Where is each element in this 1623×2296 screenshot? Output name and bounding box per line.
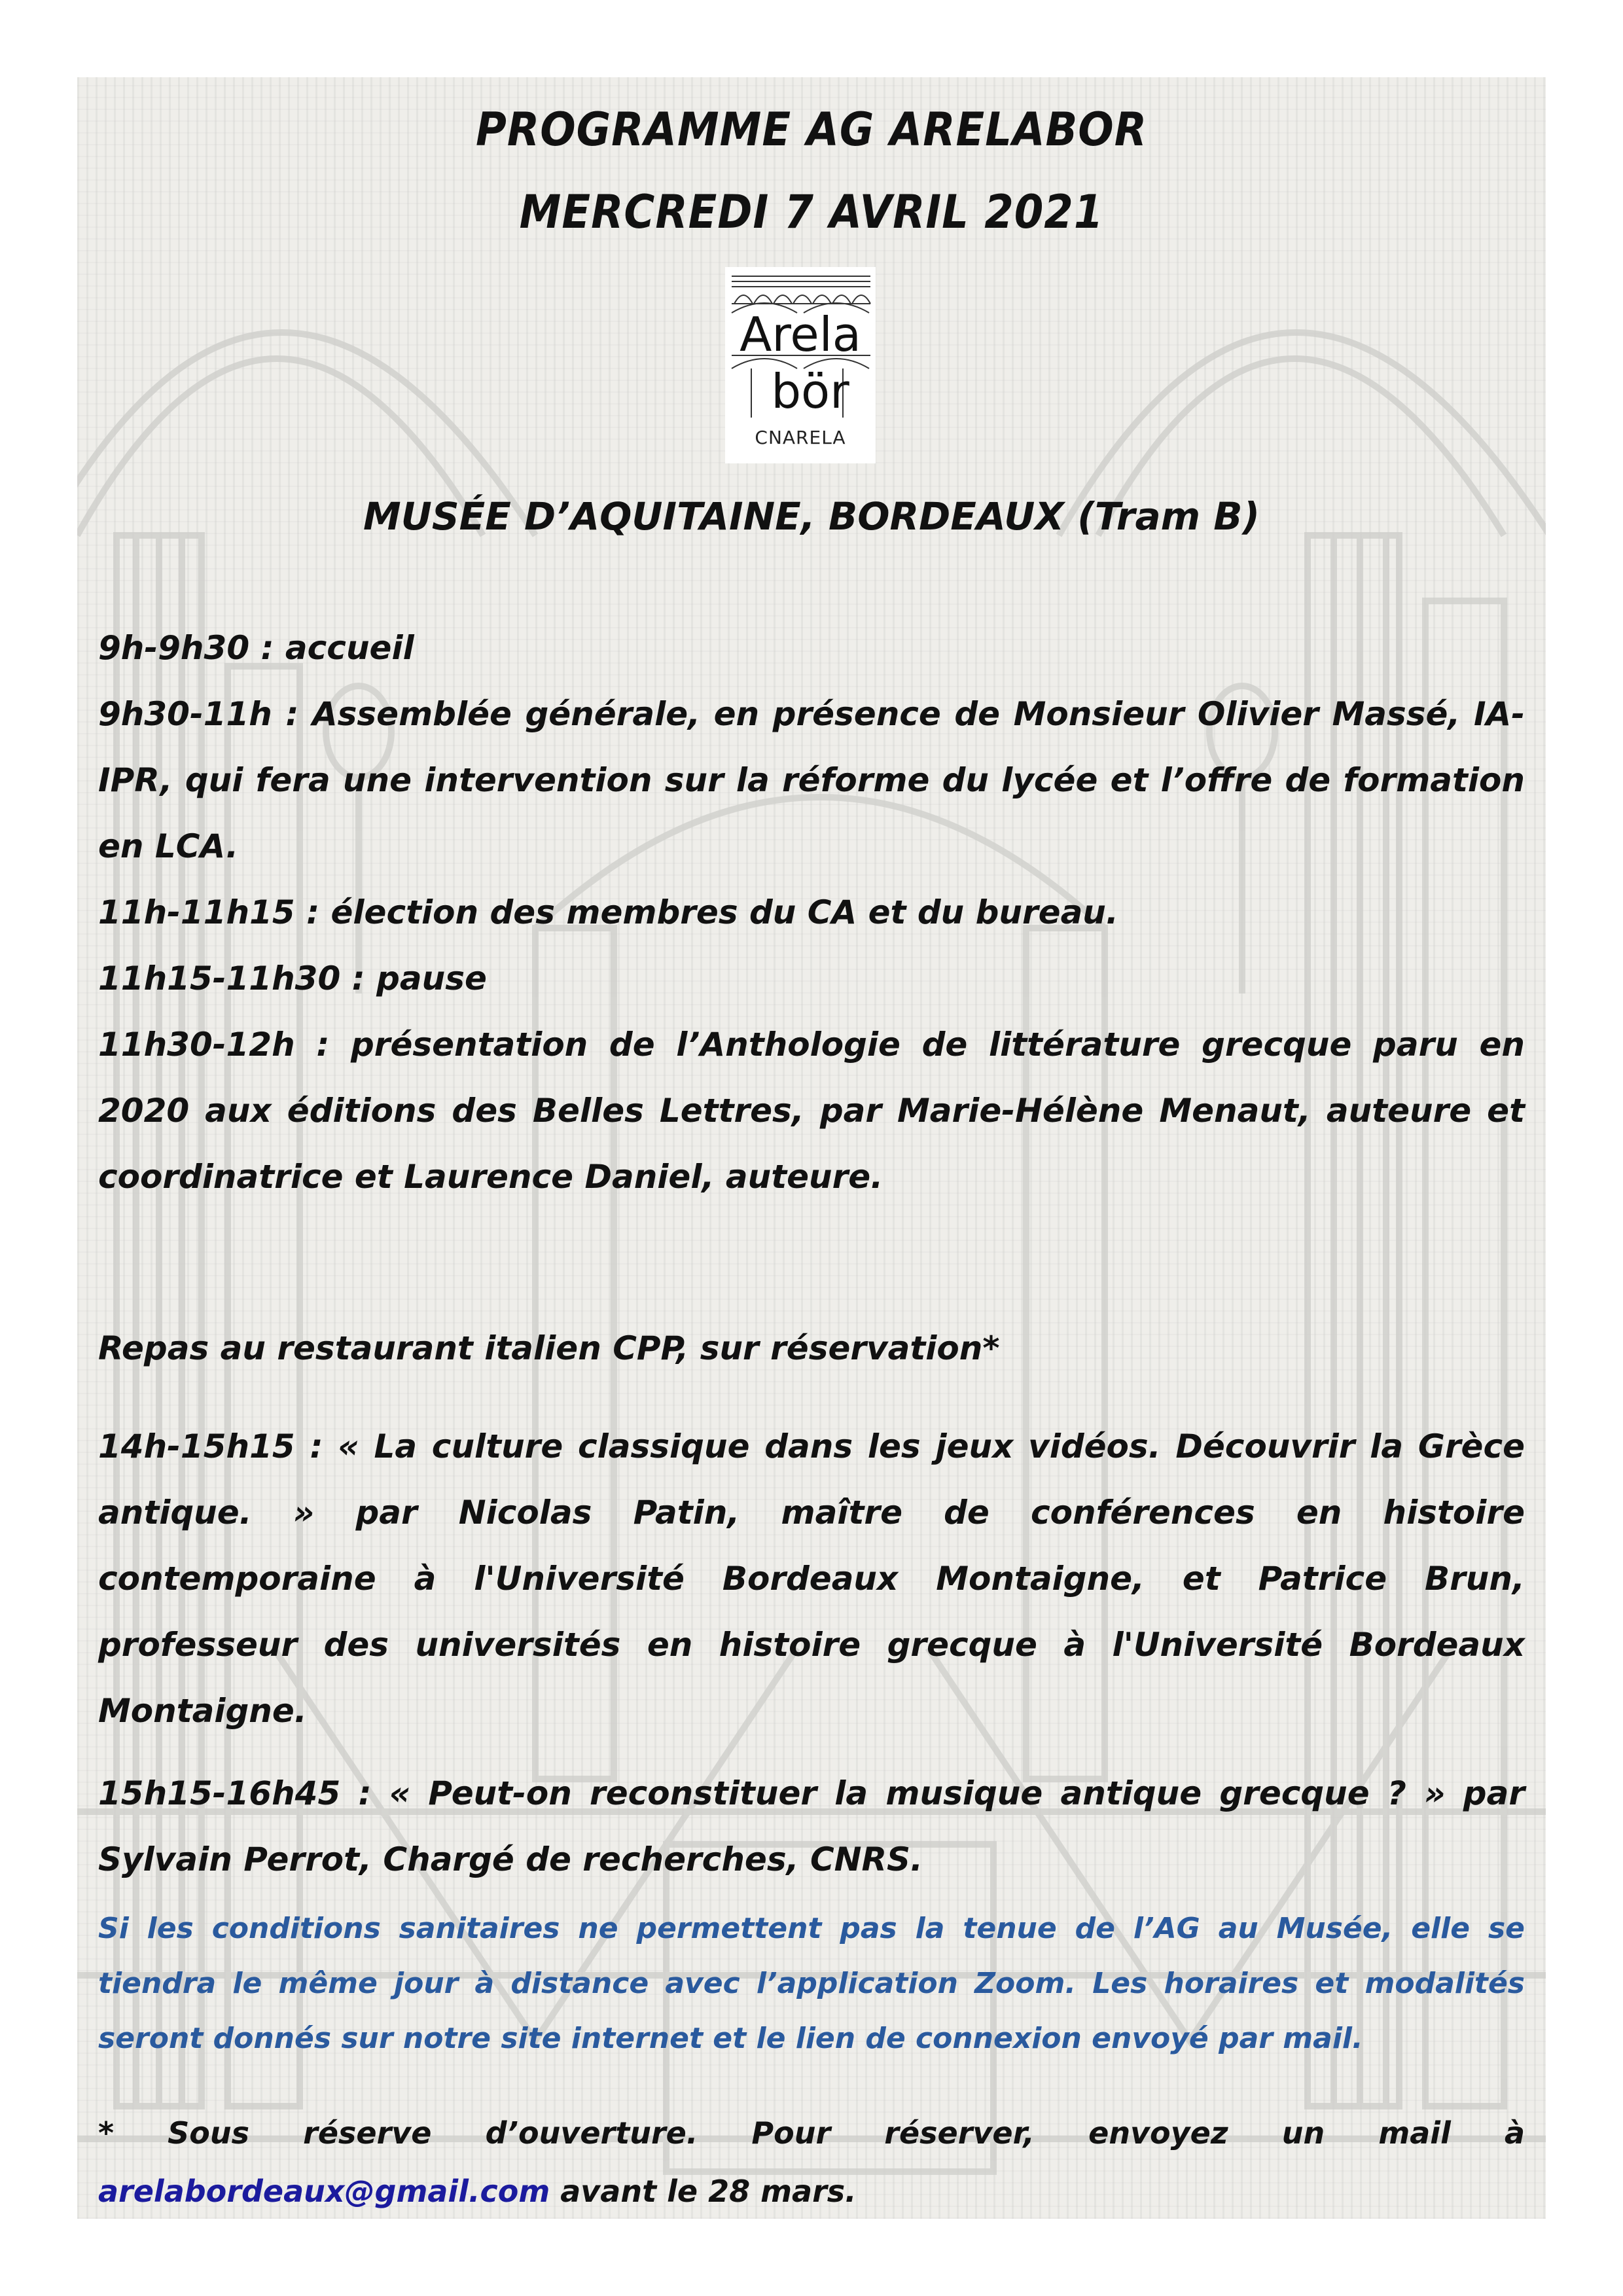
- schedule-text: « Peut-on reconstituer la musique antique grecque ? » par Sylvain Perrot, Chargé de recherches, CNRS.: [98, 1774, 1525, 1878]
- schedule-item: 9h30-11h : Assemblée générale, en présence de Monsieur Olivier Massé, IA-IPR, qui fera une intervention sur la réforme du lycée et l’offre de formation en LCA.: [98, 695, 1525, 865]
- afternoon-talk-2: [98, 1761, 1525, 1893]
- schedule-time: 15h15-16h45: [98, 1774, 341, 1812]
- contact-email-link[interactable]: arelabordeaux@gmail.com: [98, 2174, 550, 2209]
- schedule-item: 9h-9h30 : accueil: [98, 629, 414, 667]
- venue-heading: MUSÉE D’AQUITAINE, BORDEAUX (Tram B): [363, 494, 1260, 539]
- lunch-note: Repas au restaurant italien CPP, sur réservation*: [98, 1329, 1000, 1367]
- logo-wordmark-bottom: bör: [771, 364, 849, 419]
- reservation-footnote: [98, 2104, 1525, 2221]
- book-title: Anthologie de littérature grecque: [700, 1026, 1352, 1064]
- schedule-item: 15h15-16h45 : « Peut-on reconstituer la musique antique grecque ? » par Sylvain Perrot, Chargé de recherches, CNRS.: [98, 1774, 1525, 1878]
- footnote-line: * Sous réserve d’ouverture. Pour réserver, envoyez un mail à: [98, 2115, 1525, 2151]
- schedule-text: élection des membres du CA et du bureau.: [330, 893, 1118, 931]
- schedule-time: 9h-9h30: [98, 629, 250, 667]
- schedule-text: accueil: [285, 629, 414, 667]
- afternoon-talk-1: [98, 1414, 1525, 1744]
- schedule-item: 11h30-12h : présentation de l’Anthologie de littérature grecque paru en 2020 aux éditions des Belles Lettres, par Marie-Hélène Menaut, auteure et coordinatrice et Laurence Daniel, auteure.: [98, 1026, 1525, 1196]
- schedule-time: 9h30-11h: [98, 695, 272, 733]
- arelabor-logo: [725, 267, 876, 463]
- logo-wordmark-top: Arela: [740, 307, 861, 362]
- program-title: PROGRAMME AG ARELABOR: [476, 103, 1147, 157]
- schedule-time: 11h30-12h: [98, 1026, 295, 1064]
- footnote-line-2: arelabordeaux@gmail.com avant le 28 mars.: [98, 2174, 857, 2209]
- schedule-text: Assemblée générale, en présence de Monsieur Olivier Massé, IA-IPR, qui fera une intervention sur la réforme du lycée et l’offre de formation en LCA.: [98, 695, 1525, 865]
- logo-caption: CNARELA: [755, 427, 846, 448]
- schedule-item: 14h-15h15 : « La culture classique dans les jeux vidéos. Découvrir la Grèce antique. » par Nicolas Patin, maître de conférences en histoire contemporaine à l'Université Bordeaux Montaigne, et Patrice Brun, professeur des universités en histoire grecque à l'Université Bordeaux Montaigne.: [98, 1427, 1525, 1730]
- schedule-item: 11h-11h15 : élection des membres du CA et du bureau.: [98, 893, 1118, 931]
- event-date: MERCREDI 7 AVRIL 2021: [519, 186, 1104, 240]
- schedule-time: 11h15-11h30: [98, 960, 341, 997]
- schedule-text: pause: [376, 960, 487, 997]
- morning-schedule: [98, 615, 1525, 1210]
- schedule-item: 11h15-11h30 : pause: [98, 960, 487, 997]
- sanitary-notice: Si les conditions sanitaires ne permettent pas la tenue de l’AG au Musée, elle se tiendra le même jour à distance avec l’application Zoom. Les horaires et modalités seront donnés sur notre site internet et le lien de connexion envoyé par mail.: [98, 1912, 1525, 2055]
- aqueduct-logo-graphic: [725, 267, 876, 424]
- schedule-time: 11h-11h15: [98, 893, 295, 931]
- schedule-time: 14h-15h15: [98, 1427, 295, 1465]
- schedule-text: « La culture classique dans les jeux vidéos. Découvrir la Grèce antique. » par Nicolas Patin, maître de conférences en histoire contemporaine à l'Université Bordeaux Montaigne, et Patrice Brun, professeur des universités en histoire grecque à l'Université Bordeaux Montaigne.: [98, 1427, 1525, 1730]
